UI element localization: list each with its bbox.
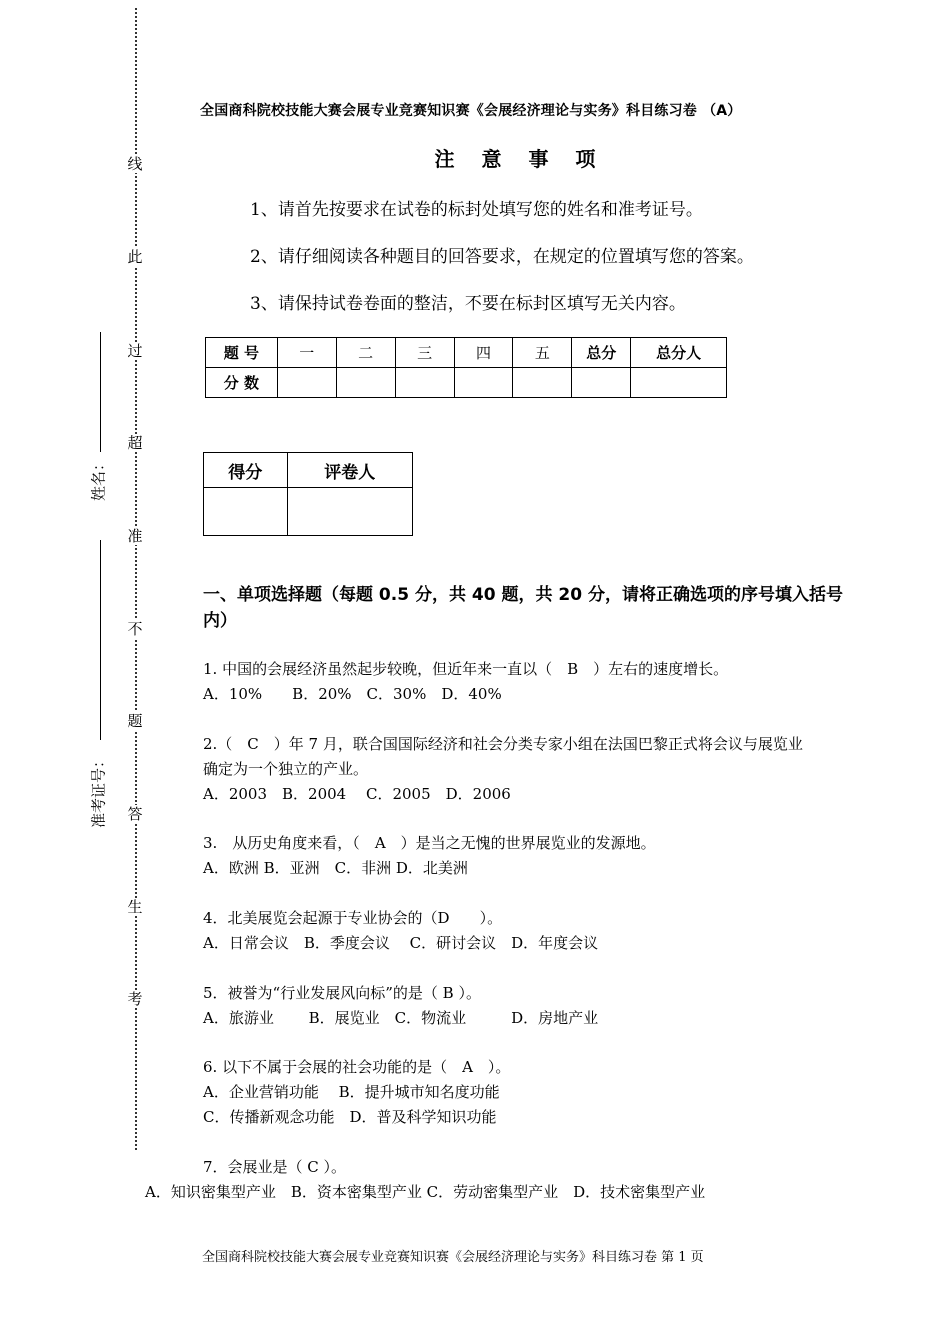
grader-header-row [204, 453, 413, 488]
score-table-row [206, 368, 727, 398]
seal-char: 此 [124, 248, 146, 266]
score-cell[interactable] [336, 368, 395, 398]
score-cell[interactable] [631, 368, 727, 398]
question-text: 5．被誉为“行业发展风向标”的是（ B ）。 [203, 984, 481, 1002]
grader-header-cell: 评卷人 [287, 453, 412, 488]
question-options: A．企业营销功能 B．提升城市知名度功能 [203, 1083, 500, 1101]
score-header-cell: 题 号 [206, 338, 278, 368]
score-cell[interactable] [395, 368, 454, 398]
question-text: 7．会展业是（ C ）。 [203, 1158, 347, 1176]
seal-char: 不 [124, 620, 146, 638]
question-text: 2.（ C ）年 7 月，联合国国际经济和社会分类专家小组在法国巴黎正式将会议与展览业 [203, 735, 803, 753]
question-text: 3. 从历史角度来看，（ A ）是当之无愧的世界展览业的发源地。 [203, 834, 656, 852]
grader-header-cell: 得分 [204, 453, 288, 488]
question-options: A．旅游业 B．展览业 C．物流业 D．房地产业 [203, 1009, 599, 1027]
question-text: 1. 中国的会展经济虽然起步较晚，但近年来一直以（ B ）左右的速度增长。 [203, 660, 729, 678]
score-cell[interactable] [277, 368, 336, 398]
score-header-cell: 一 [277, 338, 336, 368]
score-row-label: 分 数 [206, 368, 278, 398]
question-text: 4．北美展览会起源于专业协会的（D ）。 [203, 909, 503, 927]
seal-char: 超 [124, 434, 146, 452]
seal-char: 过 [124, 342, 146, 360]
score-header-cell: 总分 [572, 338, 631, 368]
question-options: A．2003 B．2004 C．2005 D．2006 [203, 785, 511, 803]
question-options: A．10% B．20% C．30% D．40% [203, 685, 502, 703]
question-options: A．日常会议 B．季度会议 C．研讨会议 D．年度会议 [203, 934, 599, 952]
score-table [205, 337, 727, 398]
score-header-cell: 五 [513, 338, 572, 368]
notice-item: 3、请保持试卷卷面的整洁，不要在标封区填写无关内容。 [250, 294, 686, 314]
seal-char: 考 [124, 990, 146, 1008]
score-cell[interactable] [513, 368, 572, 398]
grader-row [204, 488, 413, 536]
seal-char: 答 [124, 805, 146, 823]
seal-char: 线 [124, 155, 146, 173]
score-cell[interactable] [454, 368, 513, 398]
grader-table [203, 452, 413, 536]
seal-char: 准 [124, 527, 146, 545]
seal-dotted-line [135, 8, 137, 1150]
question-text: 6. 以下不属于会展的社会功能的是（ A ）。 [203, 1058, 511, 1076]
notice-item: 2、请仔细阅读各种题目的回答要求，在规定的位置填写您的答案。 [250, 247, 754, 267]
notice-heading: 注 意 事 项 [434, 147, 606, 171]
name-label: 姓名： [89, 456, 108, 502]
seal-char: 题 [124, 712, 146, 730]
score-cell[interactable] [572, 368, 631, 398]
exam-id-underline[interactable] [100, 540, 101, 740]
question-options: A．欧洲 B．亚洲 C．非洲 D．北美洲 [203, 859, 468, 877]
score-header-cell: 三 [395, 338, 454, 368]
paper-title: 全国商科院校技能大赛会展专业竞赛知识赛《会展经济理论与实务》科目练习卷 （A） [200, 103, 742, 119]
exam-id-label: 准考证号： [89, 753, 108, 829]
question-options: A．知识密集型产业 B．资本密集型产业 C．劳动密集型产业 D．技术密集型产业 [145, 1183, 706, 1201]
score-table-header-row [206, 338, 727, 368]
question-text: 确定为一个独立的产业。 [203, 760, 369, 778]
question-options: C．传播新观念功能 D．普及科学知识功能 [203, 1108, 497, 1126]
page-footer: 全国商科院校技能大赛会展专业竞赛知识赛《会展经济理论与实务》科目练习卷 第 1 页 [202, 1250, 704, 1265]
score-header-cell: 总分人 [631, 338, 727, 368]
grader-score-cell[interactable] [204, 488, 288, 536]
grader-name-cell[interactable] [287, 488, 412, 536]
score-header-cell: 二 [336, 338, 395, 368]
score-header-cell: 四 [454, 338, 513, 368]
seal-char: 生 [124, 898, 146, 916]
section-title: 一、单项选择题（每题 0.5 分，共 40 题，共 20 分，请将正确选项的序号填入括号内） [203, 585, 843, 631]
name-underline[interactable] [100, 332, 101, 452]
notice-item: 1、请首先按要求在试卷的标封处填写您的姓名和准考证号。 [250, 200, 703, 220]
